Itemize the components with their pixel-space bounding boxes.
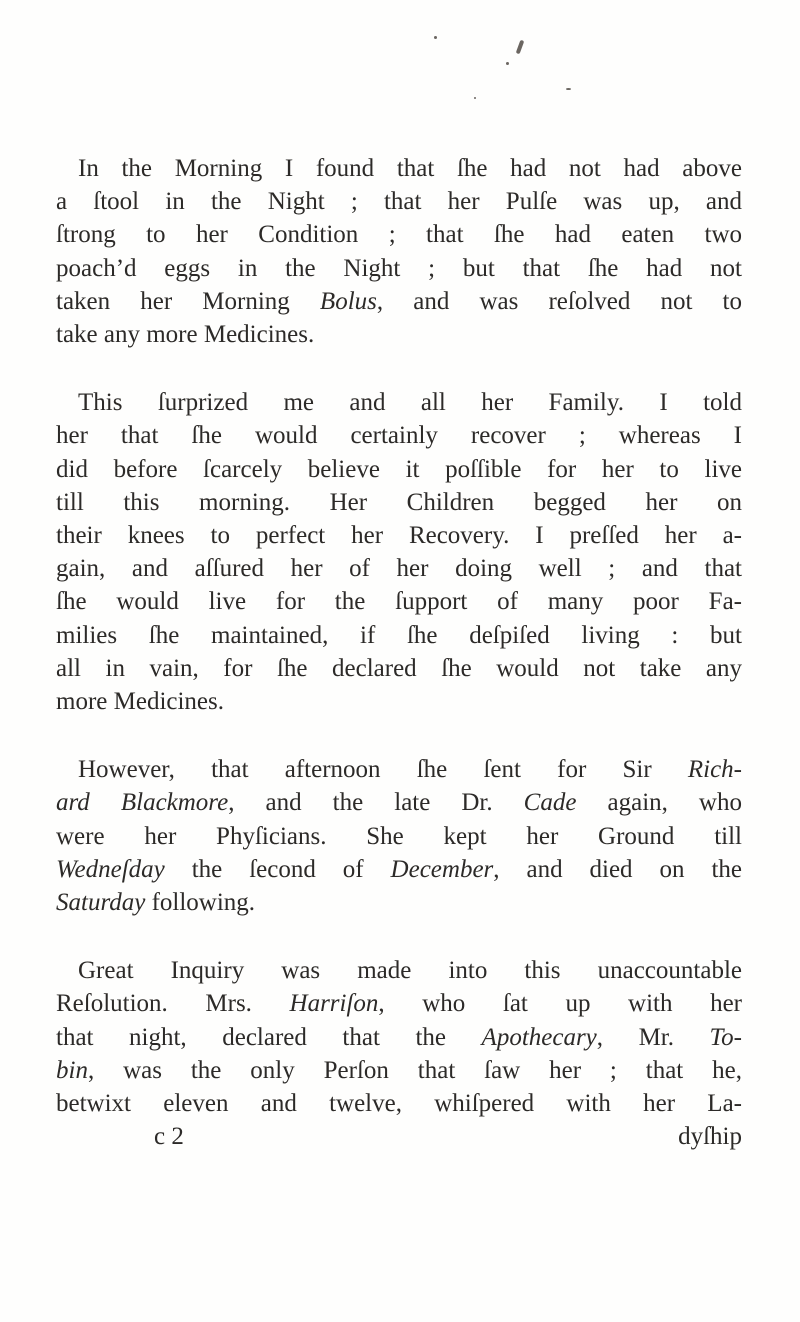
- text-line: Saturday following.: [56, 889, 256, 917]
- italic-text: Cade: [523, 789, 577, 817]
- paragraph: [56, 954, 742, 1153]
- page-text: [56, 152, 742, 1153]
- text-line: her that ſhe would certainly recover ; whereas I: [56, 422, 742, 450]
- italic-text: bin: [56, 1056, 88, 1084]
- italic-text: Bolus: [319, 287, 377, 315]
- italic-text: Rich-: [687, 756, 742, 784]
- text-line: till this morning. Her Children begged her on: [56, 488, 742, 516]
- text-line: ſtrong to her Condition ; that ſhe had eaten two: [56, 221, 742, 249]
- ink-speck: [566, 88, 571, 90]
- text-line: were her Phyſicians. She kept her Ground till: [56, 822, 742, 850]
- text-line: ſhe would live for the ſupport of many poor Fa-: [56, 588, 742, 616]
- italic-text: Apothecary: [481, 1023, 597, 1051]
- text-line: their knees to perfect her Recovery. I preſſed her a-: [56, 522, 742, 550]
- text-line: that night, declared that the Apothecary, Mr. To-: [56, 1023, 742, 1051]
- italic-text: December: [390, 855, 494, 883]
- text-line: milies ſhe maintained, if ſhe deſpiſed living : but: [56, 621, 742, 649]
- italic-text: Harriſon: [289, 990, 379, 1018]
- text-line: ard Blackmore, and the late Dr. Cade again, who: [56, 789, 742, 817]
- text-line: gain, and aſſured her of her doing well ; and that: [56, 555, 742, 583]
- ink-speck: [434, 36, 437, 39]
- signature-mark: c 2: [154, 1123, 184, 1151]
- text-line: Great Inquiry was made into this unaccountable: [78, 957, 742, 985]
- paragraph: [56, 152, 742, 351]
- ink-speck: [474, 97, 476, 99]
- paragraph: [56, 753, 742, 919]
- text-line: betwixt eleven and twelve, whiſpered with her La-: [56, 1090, 742, 1118]
- text-line: taken her Morning Bolus, and was reſolved not to: [56, 287, 742, 315]
- text-line: all in vain, for ſhe declared ſhe would not take any: [56, 654, 742, 682]
- text-line: In the Morning I found that ſhe had not had above: [78, 155, 742, 182]
- text-line: poach’d eggs in the Night ; but that ſhe had not: [56, 254, 742, 282]
- ink-speck: [516, 40, 525, 55]
- page-footer: [56, 1120, 742, 1153]
- italic-text: To-: [709, 1023, 742, 1051]
- paragraph: [56, 386, 742, 718]
- italic-text: Saturday: [56, 889, 146, 917]
- italic-text: ard Blackmore: [56, 789, 229, 817]
- text-line: take any more Medicines.: [56, 321, 315, 349]
- text-line: bin, was the only Perſon that ſaw her ; that he,: [56, 1056, 742, 1084]
- text-line: Wedneſday the ſecond of December, and died on the: [56, 855, 742, 883]
- text-line: a ſtool in the Night ; that her Pulſe was up, and: [56, 188, 742, 216]
- text-line: Reſolution. Mrs. Harriſon, who ſat up with her: [56, 990, 742, 1018]
- text-line: This ſurprized me and all her Family. I told: [78, 389, 742, 417]
- italic-text: Wedneſday: [56, 855, 165, 883]
- catchword: dyſhip: [678, 1123, 742, 1151]
- text-line: more Medicines.: [56, 688, 225, 716]
- ink-speck: [506, 62, 509, 65]
- text-line: However, that afternoon ſhe ſent for Sir Rich-: [78, 756, 742, 784]
- text-line: did before ſcarcely believe it poſſible for her to live: [56, 455, 742, 483]
